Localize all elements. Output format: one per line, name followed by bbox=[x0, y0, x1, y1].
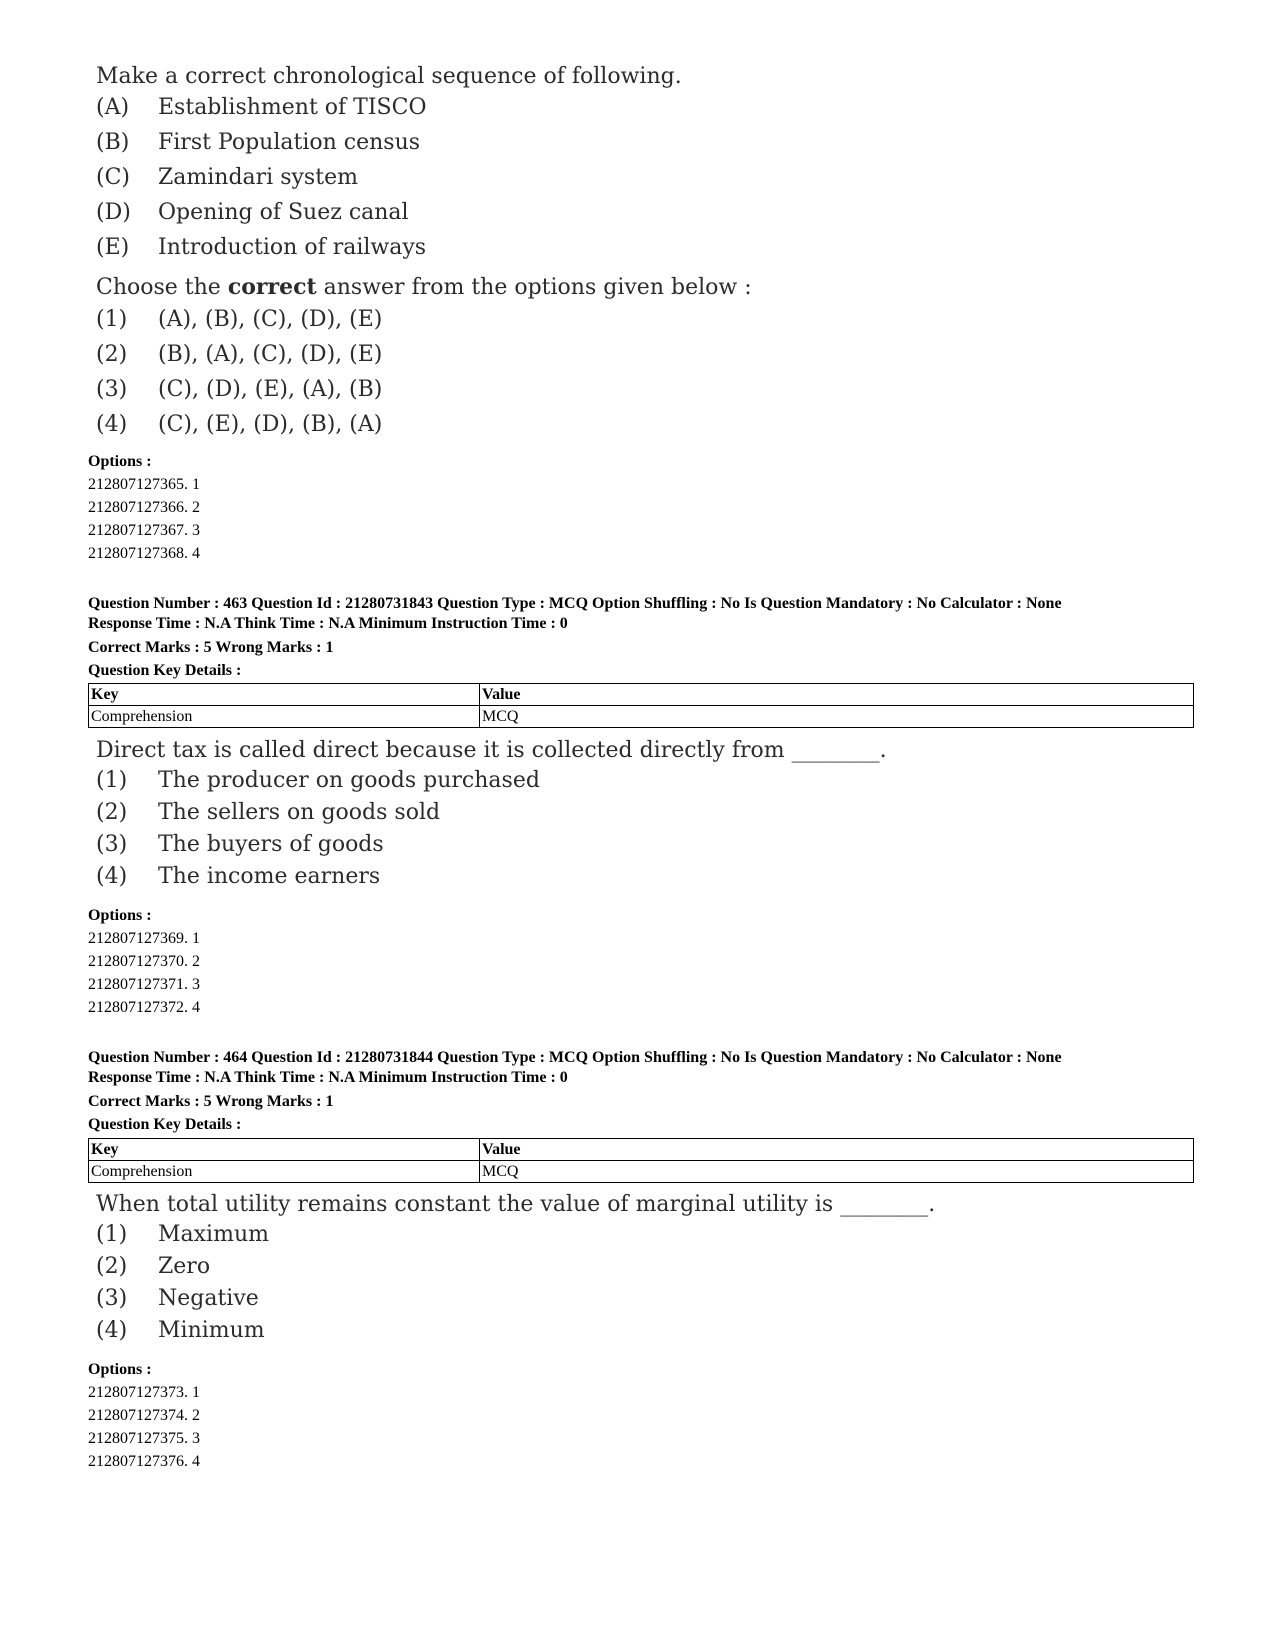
question-stem: Direct tax is called direct because it is collected directly from ________. bbox=[96, 738, 887, 763]
option-item: 212807127375. 3 bbox=[88, 1430, 200, 1447]
question-463-image bbox=[96, 736, 887, 896]
answer-choice: (2) Zero bbox=[96, 1254, 211, 1279]
option-item: 212807127369. 1 bbox=[88, 930, 200, 947]
answer-choice: (2) (B), (A), (C), (D), (E) bbox=[96, 342, 383, 367]
table-cell-key: Comprehension bbox=[89, 1161, 480, 1183]
option-item: 212807127367. 3 bbox=[88, 522, 200, 539]
statement-item: (C) Zamindari system bbox=[96, 165, 358, 190]
option-item: 212807127374. 2 bbox=[88, 1407, 200, 1424]
key-details-heading: Question Key Details : bbox=[88, 1116, 242, 1133]
statement-item: (A) Establishment of TISCO bbox=[96, 95, 427, 120]
table-row bbox=[89, 706, 1194, 728]
question-462-image bbox=[96, 62, 752, 447]
answer-choice: (3) The buyers of goods bbox=[96, 832, 384, 857]
table-cell-key: Comprehension bbox=[89, 706, 480, 728]
option-item: 212807127365. 1 bbox=[88, 476, 200, 493]
option-item: 212807127371. 3 bbox=[88, 976, 200, 993]
question-stem: When total utility remains constant the value of marginal utility is ________. bbox=[96, 1192, 936, 1217]
question-463-meta bbox=[88, 594, 1198, 682]
table-header-row bbox=[89, 684, 1194, 706]
question-464-meta bbox=[88, 1048, 1198, 1136]
table-cell-value: MCQ bbox=[480, 1161, 1194, 1183]
option-item: 212807127368. 4 bbox=[88, 545, 200, 562]
question-meta-line: Response Time : N.A Think Time : N.A Minimum Instruction Time : 0 bbox=[88, 1069, 568, 1086]
question-meta-line: Question Number : 463 Question Id : 21280731843 Question Type : MCQ Option Shuffling : No Is Question Mandatory : No Calculator : None bbox=[88, 595, 1062, 612]
options-list bbox=[88, 1358, 200, 1473]
table-cell-value: MCQ bbox=[480, 706, 1194, 728]
question-stem: Make a correct chronological sequence of following. bbox=[96, 64, 682, 89]
choose-instruction: Choose the correct answer from the options given below : bbox=[96, 274, 752, 300]
options-list bbox=[88, 450, 200, 565]
question-key-table bbox=[88, 1138, 1194, 1183]
answer-choice: (3) Negative bbox=[96, 1286, 259, 1311]
options-list bbox=[88, 904, 200, 1019]
option-item: 212807127376. 4 bbox=[88, 1453, 200, 1470]
answer-choice: (4) Minimum bbox=[96, 1318, 265, 1343]
table-header-row bbox=[89, 1139, 1194, 1161]
key-details-heading: Question Key Details : bbox=[88, 662, 242, 679]
statement-item: (E) Introduction of railways bbox=[96, 235, 427, 260]
marks-line: Correct Marks : 5 Wrong Marks : 1 bbox=[88, 1093, 334, 1110]
answer-choice: (4) (C), (E), (D), (B), (A) bbox=[96, 412, 383, 437]
answer-choice: (2) The sellers on goods sold bbox=[96, 800, 441, 825]
answer-choice: (3) (C), (D), (E), (A), (B) bbox=[96, 377, 383, 402]
table-header-value: Value bbox=[480, 684, 1194, 706]
question-key-table bbox=[88, 683, 1194, 728]
answer-choice: (1) Maximum bbox=[96, 1222, 269, 1247]
table-header-key: Key bbox=[89, 684, 480, 706]
answer-choice: (4) The income earners bbox=[96, 864, 381, 889]
table-row bbox=[89, 1161, 1194, 1183]
option-item: 212807127370. 2 bbox=[88, 953, 200, 970]
option-item: 212807127373. 1 bbox=[88, 1384, 200, 1401]
question-464-image bbox=[96, 1190, 935, 1350]
question-meta-line: Question Number : 464 Question Id : 21280731844 Question Type : MCQ Option Shuffling : No Is Question Mandatory : No Calculator : None bbox=[88, 1049, 1062, 1066]
options-heading: Options : bbox=[88, 453, 152, 470]
option-item: 212807127366. 2 bbox=[88, 499, 200, 516]
options-heading: Options : bbox=[88, 1361, 152, 1378]
question-meta-line: Response Time : N.A Think Time : N.A Minimum Instruction Time : 0 bbox=[88, 615, 568, 632]
table-header-key: Key bbox=[89, 1139, 480, 1161]
table-header-value: Value bbox=[480, 1139, 1194, 1161]
answer-choice: (1) The producer on goods purchased bbox=[96, 768, 540, 793]
statement-item: (D) Opening of Suez canal bbox=[96, 200, 409, 225]
answer-choice: (1) (A), (B), (C), (D), (E) bbox=[96, 307, 383, 332]
marks-line: Correct Marks : 5 Wrong Marks : 1 bbox=[88, 639, 334, 656]
options-heading: Options : bbox=[88, 907, 152, 924]
option-item: 212807127372. 4 bbox=[88, 999, 200, 1016]
statement-item: (B) First Population census bbox=[96, 130, 421, 155]
